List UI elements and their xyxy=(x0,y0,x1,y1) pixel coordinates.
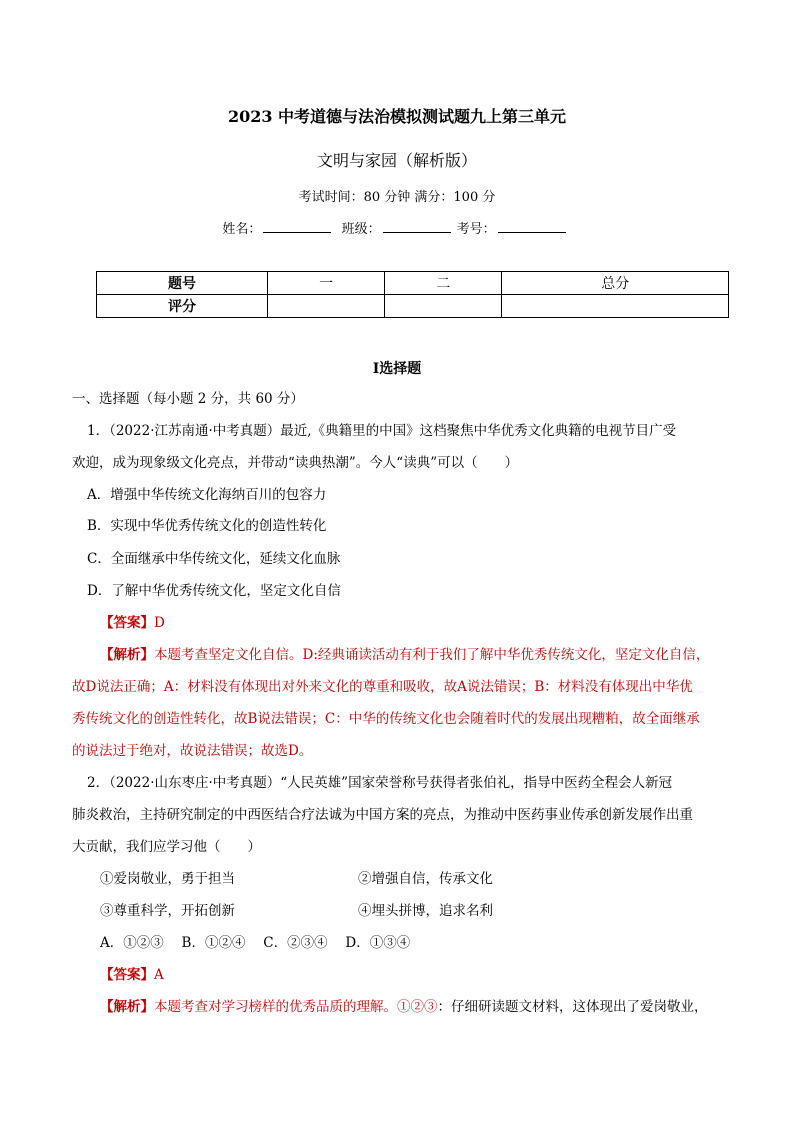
q2-stem-line-3: 大贡献，我们应学习他（ ） xyxy=(72,839,261,855)
score-cell-question-number: 题号 xyxy=(97,272,268,295)
q2-item-1: ①爱岗敬业，勇于担当 xyxy=(100,871,235,887)
q2-stem-line-2: 肺炎救治，主持研究制定的中西医结合疗法诚为中国方案的亮点，为推动中医药事业传承创新发展作出重 xyxy=(72,807,693,823)
q2-analysis-label: 【解析】 xyxy=(100,999,154,1015)
q1-analysis-label: 【解析】 xyxy=(100,647,154,663)
score-input-part-2[interactable] xyxy=(385,295,502,318)
q1-option-d: D．了解中华优秀传统文化，坚定文化自信 xyxy=(87,583,341,599)
name-blank[interactable] xyxy=(263,220,331,233)
q2-item-2: ②增强自信，传承文化 xyxy=(358,871,493,887)
exam-info: 考试时间：80 分钟 满分：100 分 xyxy=(298,190,496,205)
score-cell-part-1: 一 xyxy=(268,272,385,295)
q2-answer xyxy=(100,965,164,985)
q1-answer-value: D xyxy=(154,615,165,631)
score-cell-part-2: 二 xyxy=(385,272,502,295)
q2-answer-value: A xyxy=(154,967,164,983)
q2-analysis-text-1: 本题考查对学习榜样的优秀品质的理解。 xyxy=(154,999,397,1015)
score-cell-total: 总分 xyxy=(502,272,729,295)
document-subtitle: 文明与家园（解析版） xyxy=(316,151,477,170)
q2-stem-line-1: 2．（2022·山东枣庄·中考真题）“人民英雄”国家荣誉称号获得者张伯礼，指导中医药全程会人新冠 xyxy=(87,775,673,791)
q2-item-3: ③尊重科学，开拓创新 xyxy=(100,903,235,919)
q2-analysis-text-rest: ：仔细研读题文材料，这体现出了爱岗敬业， xyxy=(437,999,708,1015)
name-label: 姓名： xyxy=(222,222,262,237)
score-cell-score-label: 评分 xyxy=(97,295,268,318)
q2-answer-label: 【答案】 xyxy=(100,967,154,983)
q1-option-c: C．全面继承中华传统文化，延续文化血脉 xyxy=(87,551,341,567)
q1-option-a: A．增强中华传统文化海纳百川的包容力 xyxy=(87,487,327,503)
class-blank[interactable] xyxy=(383,220,451,233)
score-table-score-row xyxy=(97,295,729,318)
score-input-part-1[interactable] xyxy=(268,295,385,318)
score-table xyxy=(96,271,729,318)
class-label: 班级： xyxy=(341,222,381,237)
q1-analysis-line-2: 故D说法正确；A：材料没有体现出对外来文化的尊重和吸收，故A说法错误；B：材料没有体现出中华优 xyxy=(72,679,693,695)
q1-analysis-text-1: 本题考查坚定文化自信。D:经典诵读活动有利于我们了解中华优秀传统文化，坚定文化自信， xyxy=(154,647,710,663)
q1-answer-label: 【答案】 xyxy=(100,615,154,631)
number-label: 考号： xyxy=(456,222,496,237)
score-input-total[interactable] xyxy=(502,295,729,318)
q2-analysis-marks: ①②③ xyxy=(397,999,438,1015)
number-blank[interactable] xyxy=(498,220,566,233)
q1-stem-line-2: 欢迎，成为现象级文化亮点，并带动“读典热潮”。今人“读典”可以（ ） xyxy=(72,455,519,471)
q2-item-4: ④埋头拼博，追求名利 xyxy=(358,903,493,919)
q1-analysis-line-3: 秀传统文化的创造性转化，故B说法错误；C：中华的传统文化也会随着时代的发展出现糟粕，故全面继承 xyxy=(72,711,700,727)
q1-stem-line-1: 1．（2022·江苏南通·中考真题）最近,《典籍里的中国》这档聚焦中华优秀文化典籍的电视节目广受 xyxy=(87,423,677,439)
q1-option-b: B．实现中华优秀传统文化的创造性转化 xyxy=(87,518,327,534)
score-table-header-row xyxy=(97,272,729,295)
q1-answer xyxy=(100,613,165,633)
q1-analysis-line-1 xyxy=(100,645,709,665)
q2-options: A．①②③ B．①②④ C．②③④ D．①③④ xyxy=(100,935,411,951)
section-title: Ⅰ选择题 xyxy=(372,361,422,377)
q1-analysis-line-4: 的说法过于绝对，故说法错误；故选D。 xyxy=(72,743,313,759)
student-info-line xyxy=(0,218,794,237)
part-heading: 一、选择题（每小题 2 分，共 60 分） xyxy=(72,391,304,407)
document-title: 2023 中考道德与法治模拟测试题九上第三单元 xyxy=(227,107,567,126)
q2-analysis-line-1 xyxy=(100,997,708,1017)
